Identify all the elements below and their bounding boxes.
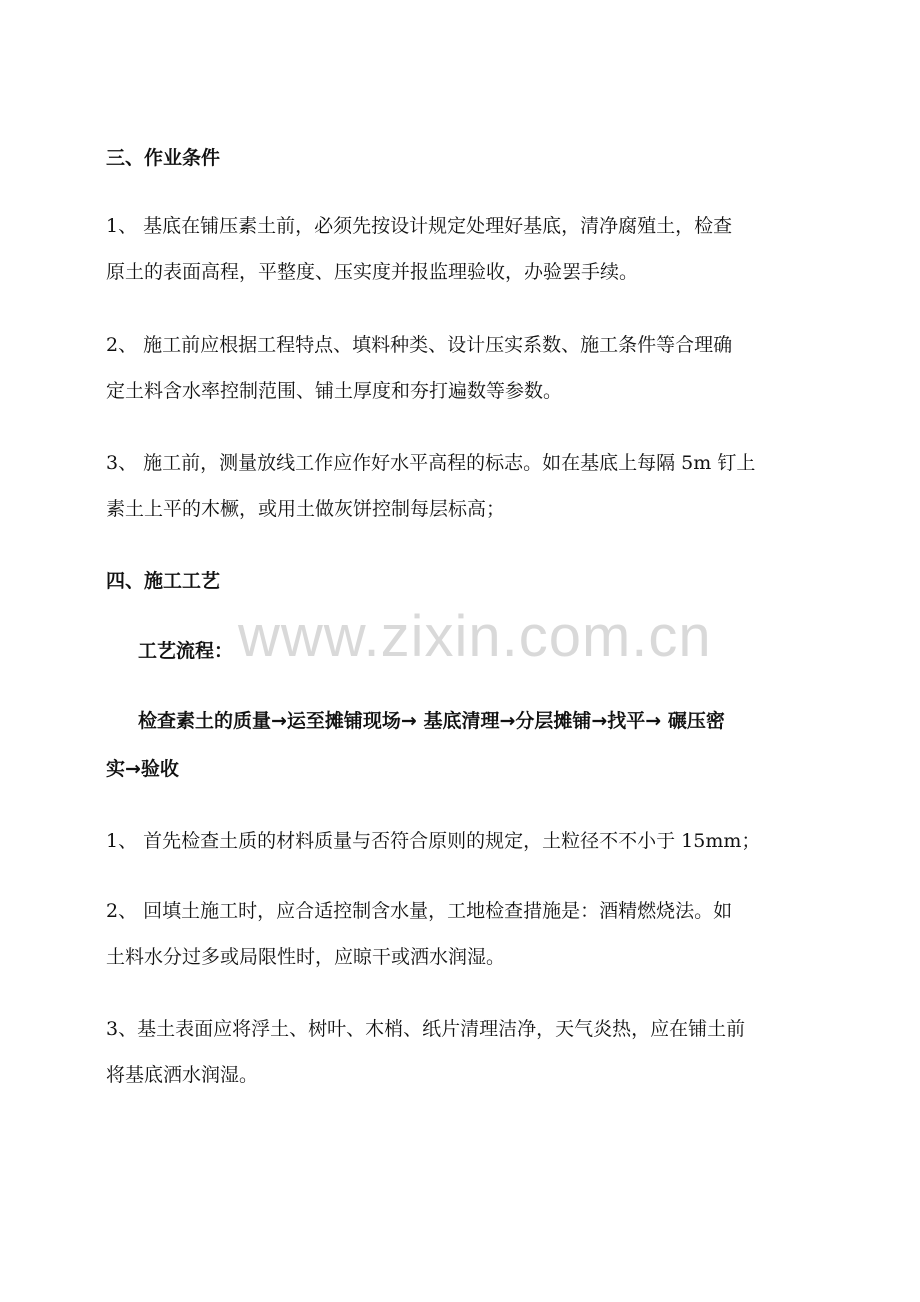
section-3-heading: 三、作业条件 (106, 147, 221, 169)
s3-item2-line2: 定土料含水率控制范围、铺土厚度和夯打遍数等参数。 (106, 380, 563, 402)
s4-item3-line2: 将基底洒水润湿。 (106, 1064, 259, 1086)
s3-item1-line1: 1、 基底在铺压素土前，必须先按设计规定处理好基底，清净腐殖土，检查 (106, 215, 733, 237)
s3-item1-line2: 原土的表面高程，平整度、压实度并报监理验收，办验罢手续。 (106, 261, 639, 283)
s4-item2-line2: 土料水分过多或局限性时，应晾干或洒水润湿。 (106, 946, 506, 968)
flow-line1: 检查素土的质量→运至摊铺现场→ 基底清理→分层摊铺→找平→ 碾压密 (138, 710, 725, 732)
flow-title: 工艺流程： (138, 640, 234, 662)
flow-line2: 实→验收 (106, 758, 179, 780)
s4-item3-line1: 3、基土表面应将浮土、树叶、木梢、纸片清理洁净，天气炎热，应在铺土前 (106, 1018, 746, 1040)
section-4-heading: 四、施工工艺 (106, 570, 221, 592)
s3-item3-line2: 素土上平的木橛，或用土做灰饼控制每层标高； (106, 498, 506, 520)
s3-item2-line1: 2、 施工前应根据工程特点、填料种类、设计压实系数、施工条件等合理确 (106, 334, 733, 356)
s4-item1: 1、 首先检查土质的材料质量与否符合原则的规定，土粒径不不小于 15mm； (106, 830, 761, 852)
s4-item2-line1: 2、 回填土施工时，应合适控制含水量，工地检查措施是：酒精燃烧法。如 (106, 900, 733, 922)
watermark: www.zixin.com.cn (238, 604, 712, 669)
s3-item3-line1: 3、 施工前，测量放线工作应作好水平高程的标志。如在基底上每隔 5m 钉上 (106, 452, 756, 474)
